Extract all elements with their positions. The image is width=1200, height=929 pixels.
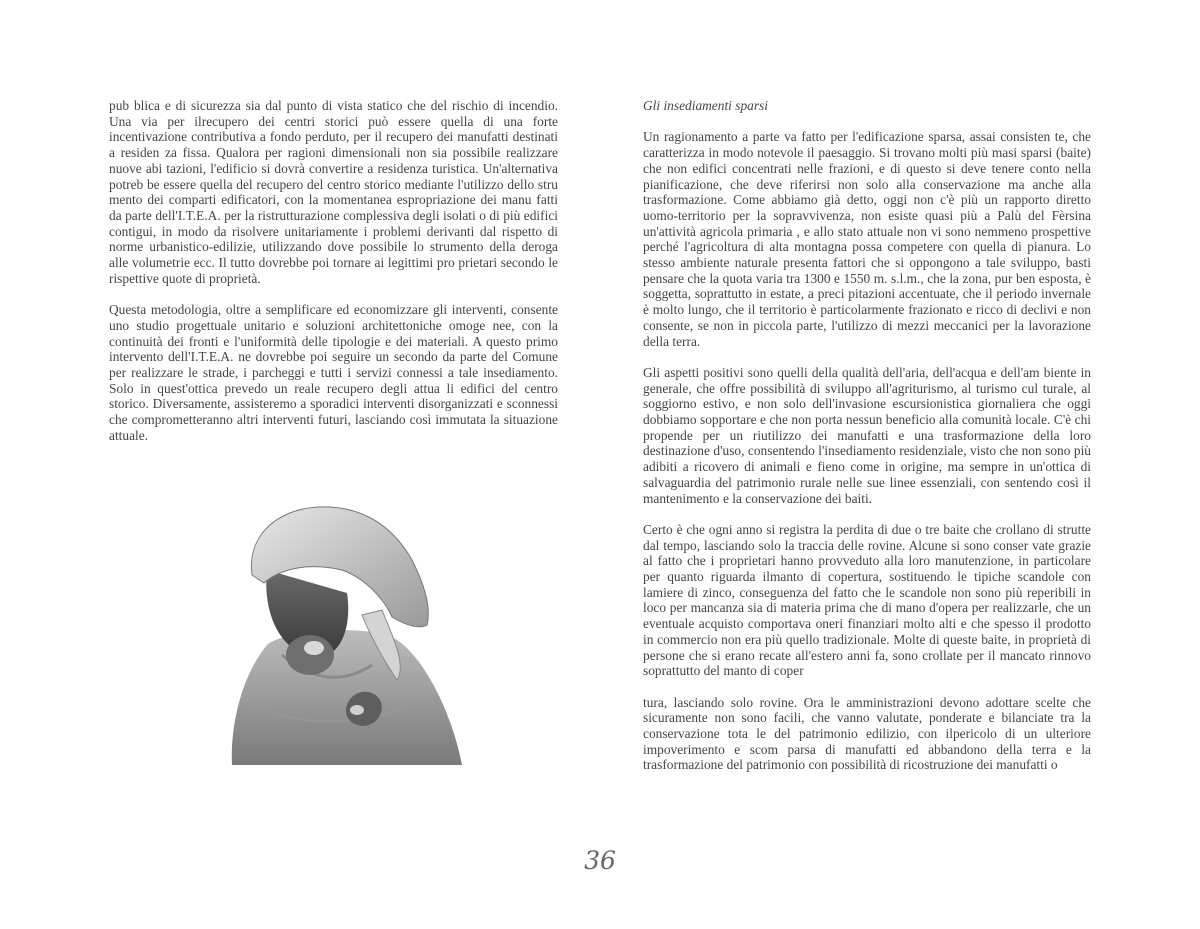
page-number: 36	[584, 846, 616, 875]
right-paragraph-3: Certo è che ogni anno si registra la perdita di due o tre baite che crollano di strutte dal tempo, lasciando solo la traccia delle rovine. Alcune si sono conser vate grazie al fatto che i proprietari hanno provveduto alla loro manutenzione, in particolare per quanto riguarda ilmanto di copertura, sostituendo le tipiche scandole con lamiere di zinco, conseguenza del fatto che le scandole non sono più reperibili in loco per mancanza sia di materia prima che di mano d'opera per realizzarle, che un eventuale acquisto comportava oneri finanziari molto alti e che spesso il prodotto in commercio non era più quello tradizionale. Molte di queste baite, in proprietà di persone che si erano recate all'estero anni fa, sono crollate per il mancato rinnovo soprattutto del manto di coper	[643, 521, 1091, 679]
left-paragraph-2: Questa metodologia, oltre a semplificare ed economizzare gli interventi, consente uno studio progettuale unitario e soluzioni architettoniche omoge nee, con la continuità dei fronti e l'uniformità delle tipologie e dei materiali. A questo primo intervento dell'I.T.E.A. ne dovrebbe poi seguire un secondo da parte del Comune per realizzare le strade, i parcheggi e tutti i servizi connessi a tale insediamento. Solo in quest'ottica prevedo un reale recupero degli attua li edifici del centro storico. Diversamente, assisteremo a sporadici interventi disorganizzati e sconnessi che comprometteranno altri interventi futuri, lasciando così immutata la situazione attuale.	[109, 302, 558, 443]
photo-child-with-bonnet	[222, 505, 466, 770]
section-subheading: Gli insediamenti sparsi	[643, 98, 768, 113]
left-paragraph-1: pub blica e di sicurezza sia dal punto di vista statico che del rischio di incendio. Una via per ilrecupero dei centri storici può essere quella di una forte incentivazione contributiva a fondo perduto, per il recupero dei manufatti destinati a residen za fissa. Qualora per ragioni dimensionali non sia possibile realizzare nuove abi tazioni, l'edificio si dovrà convertire a residenza turistica. Un'alternativa potreb be essere quella del recupero del centro storico mediante l'utilizzo dello stru mento dei comparti edificatori, con la momentanea espropriazione dei manu fatti da parte dell'I.T.E.A. per la ristrutturazione complessiva degli isolati o di più edifici contigui, in modo da risolvere unitariamente i problemi derivanti dal rispetto di norme urbanistico-edilizie, utilizzando dove possibile lo strumento della deroga alle volumetrie ecc. Il tutto dovrebbe poi tornare ai legittimi pro prietari secondo le rispettive quote di proprietà.	[109, 98, 558, 286]
right-paragraph-2: Gli aspetti positivi sono quelli della qualità dell'aria, dell'acqua e dell'am biente in generale, che offre possibilità di sviluppo all'agriturismo, al turismo cul turale, al soggiorno estivo, e non solo dell'invasione escursionistica giornaliera che oggi dobbiamo sopportare e che non porta nessun beneficio alla comunità locale. C'è chi propende per un riutilizzo dei manufatti e una trasformazione della loro destinazione d'uso, consentendo l'insediamento residenziale, visto che non sono più adibiti a ricovero di animali e fieno come in origine, ma sempre in un'ottica di salvaguardia del patrimonio rurale nelle sue linee essenziali, con sentendo così il mantenimento e la conservazione dei baiti.	[643, 364, 1091, 506]
child-illustration-icon	[222, 505, 466, 770]
right-paragraph-1: Un ragionamento a parte va fatto per l'edificazione sparsa, assai consisten te, che caratterizza in modo notevole il paesaggio. Si trovano molti più masi sparsi (baite) che non edifici concentrati nelle frazioni, e di questo si deve tenere conto nella pianificazione, che deve riferirsi non solo alla conservazione ma anche alla trasformazione. Come abbiamo già detto, oggi non c'è più un rapporto diretto uomo-territorio per la sopravvivenza, non esiste quasi più a Palù del Fèrsina un'attività agricola primaria , e allo stato attuale non vi sono nemmeno prospettive perché l'agricoltura di alta montagna possa competere con quella di pianura. Lo stesso ambiente naturale presenta fattori che si oppongono a tale sviluppo, basti pensare che la quota varia tra 1300 e 1550 m. s.l.m., che la zona, pur ben esposta, è soggetta, soprattutto in estate, a preci pitazioni accentuate, che il periodo invernale è molto lungo, che il territorio è particolarmente frazionato e ricco di declivi e non consente, se non in piccola parte, l'utilizzo di mezzi meccanici per la lavorazione della terra.	[643, 129, 1091, 349]
right-column	[643, 98, 1091, 789]
left-column	[109, 98, 558, 459]
right-paragraph-4: tura, lasciando solo rovine. Ora le amministrazioni devono adottare scelte che sicuramente non sono facili, che vanno valutate, ponderate e bilanciate tra la conservazione tota le del patrimonio edilizio, con ilpericolo di un ulteriore impoverimento e scom parsa di manufatti ed abbandono della terra e la trasformazione del patrimonio con possibilità di ricostruzione dei manufatti o	[643, 694, 1091, 773]
